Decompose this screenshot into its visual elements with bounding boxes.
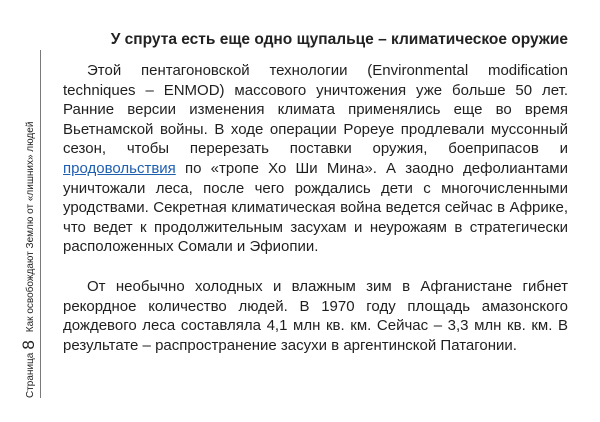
paragraph-2: От необычно холодных и влажным зим в Афганистане гибнет рекордное количество людей. В 1970 году площадь амазонского дождевого леса составляла 4,1 млн кв. км. Сейчас – 3,3 млн кв. км. В результате – распространение засухи в аргентинской Патагонии. (63, 277, 568, 354)
article-body (63, 30, 568, 355)
sidebar-divider (40, 50, 41, 398)
paragraph-1-text-end: по «тропе Хо Ши Мина». А заодно дефолиантами уничтожали леса, после чего рождались дети с многочисленными уродствами. Секретная климатическая война ведется сейчас в Африке, что ведет к продолжительным засухам и неурожаям в стратегически расположенных Сомали и Эфиопии. (63, 159, 568, 256)
paragraph-1-text-start: Этой пентагоновской технологии (Environmental modification techniques – ENMOD) массового уничтожения уже больше 50 лет. Ранние версии изменения климата применялись еще во время Вьетнамской войны. В ходе операции Popeye продлевали муссонный сезон, чтобы перерезать поставки оружия, боеприпасов и (63, 62, 568, 158)
book-title: Как освобождают Землю от «лишних» людей (25, 121, 36, 333)
article-heading: У спрута есть еще одно щупальце – климатическое оружие (110, 31, 568, 48)
page-label: Страница (25, 352, 36, 398)
paragraph-1 (63, 61, 568, 257)
food-link[interactable]: продовольствия (63, 159, 176, 177)
page-number: 8 (19, 340, 38, 350)
sidebar-header (19, 121, 38, 398)
